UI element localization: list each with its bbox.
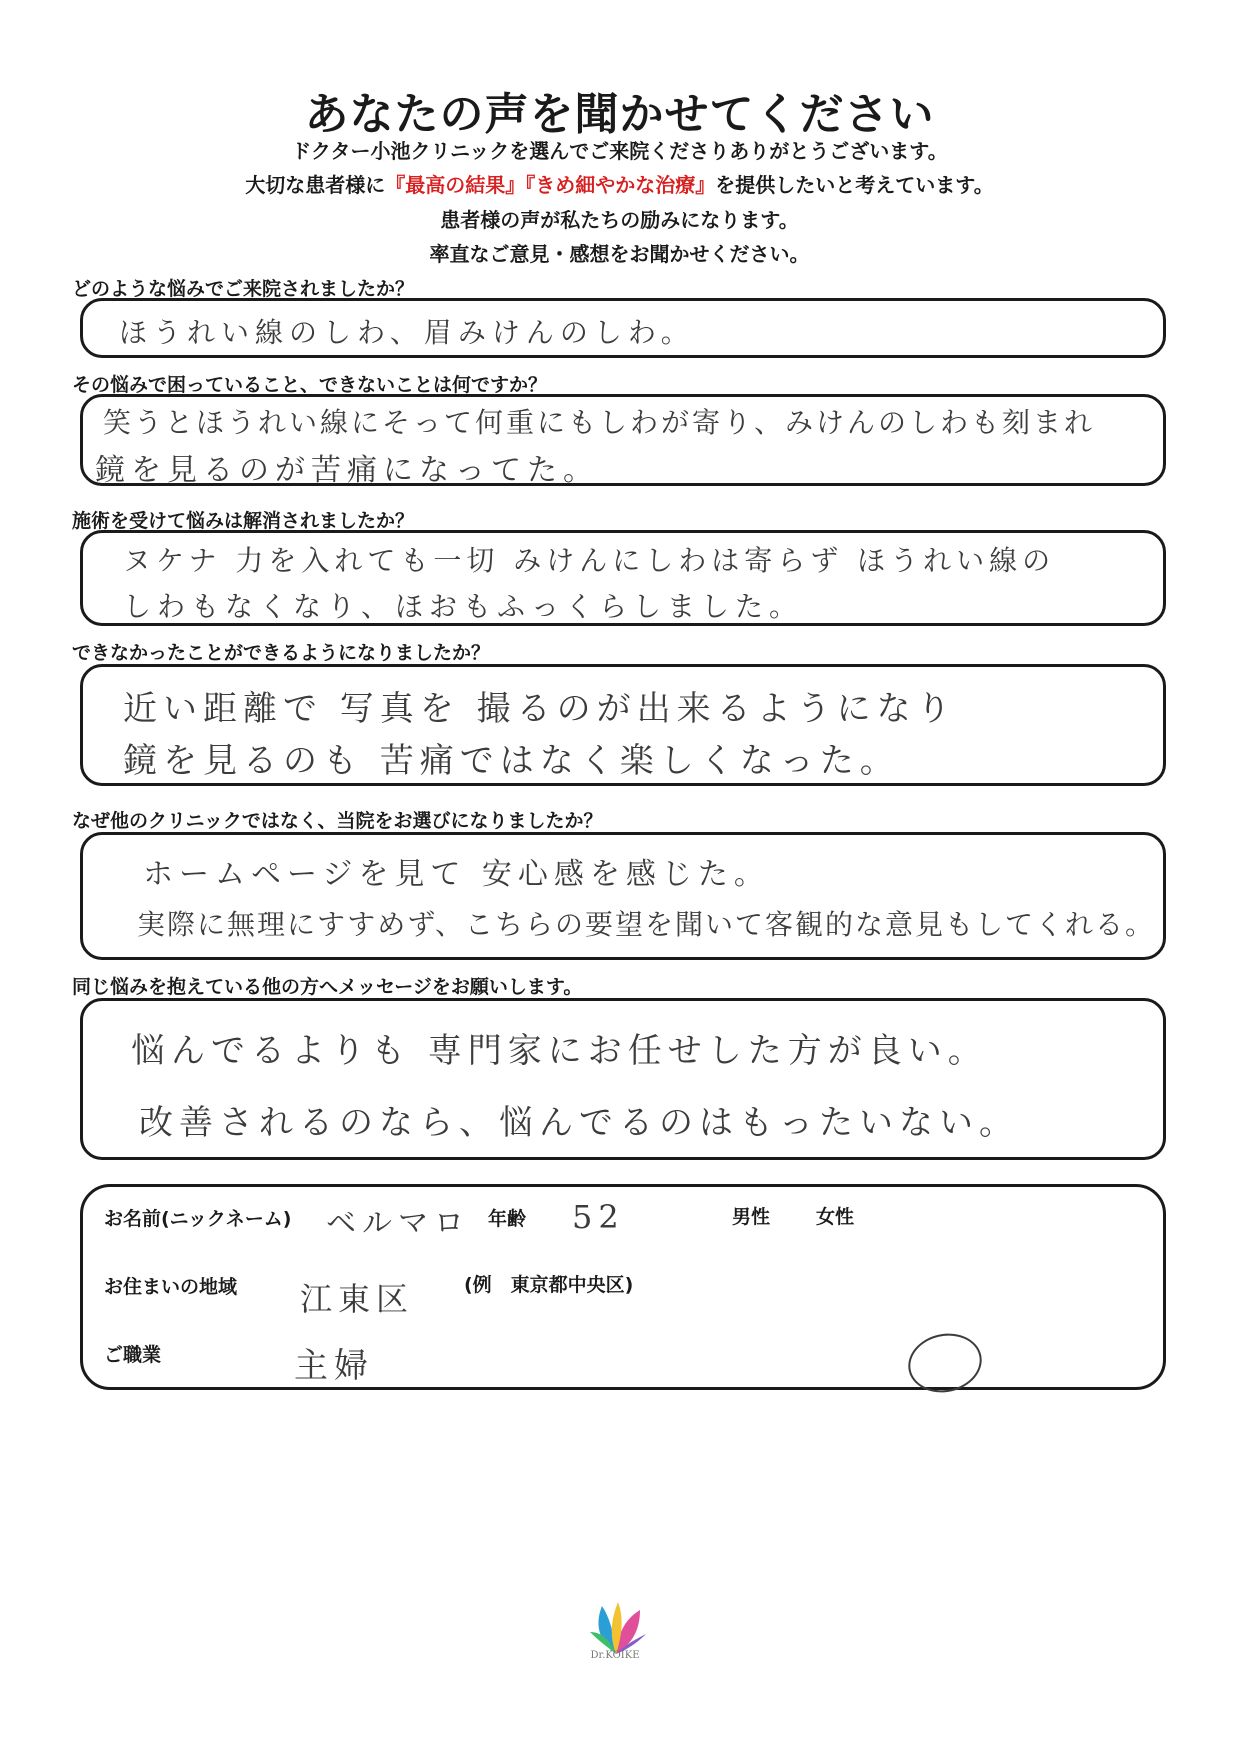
answer-2-line-2: 鏡を見るのが苦痛になってた。	[95, 453, 599, 488]
name-value[interactable]: ベルマロ	[326, 1206, 470, 1241]
age-label: 年齢	[488, 1208, 527, 1230]
intro-line-2	[0, 169, 1239, 198]
intro-line-4: 率直なご意見・感想をお聞かせください。	[429, 242, 810, 266]
answer-5-box[interactable]	[80, 832, 1166, 960]
question-3-label: 施術を受けて悩みは解消されましたか？	[72, 510, 415, 532]
intro-line-2-start: 大切な患者様に	[245, 173, 386, 197]
page-title: あなたの声を聞かせてください	[304, 89, 935, 140]
answer-4-box[interactable]	[80, 664, 1166, 786]
answer-6-line-2: 改善されるのなら、悩んでるのはもったいない。	[139, 1103, 1019, 1143]
question-2-label: その悩みで困っていること、できないことは何ですか？	[72, 374, 548, 396]
answer-1-line-1: ほうれい線のしわ、眉みけんのしわ。	[119, 316, 695, 349]
intro-line-1: ドクター小池クリニックを選んでご来院くださりありがとうございます。	[291, 139, 948, 163]
answer-3-line-1: ヌケナ 力を入れても一切 みけんにしわは寄らず ほうれい線の	[123, 544, 1056, 577]
name-label: お名前(ニックネーム)	[104, 1208, 292, 1230]
answer-4-line-1: 近い距離で 写真を 撮るのが出来るようになり	[123, 689, 957, 729]
area-label: お住まいの地域	[104, 1276, 238, 1298]
answer-3-box[interactable]	[80, 530, 1166, 626]
answer-1-box[interactable]	[80, 298, 1166, 358]
answer-3-line-2: しわもなくなり、ほおもふっくらしました。	[123, 590, 804, 623]
female-option[interactable]: 女性	[816, 1206, 855, 1228]
job-value[interactable]: 主婦	[294, 1346, 374, 1386]
job-label: ご職業	[104, 1344, 162, 1366]
answer-2-box[interactable]	[80, 394, 1166, 486]
intro-line-3: 患者様の声が私たちの励みになります。	[440, 208, 799, 232]
question-5-label: なぜ他のクリニックではなく、当院をお選びになりましたか？	[72, 810, 603, 832]
answer-5-line-2: 実際に無理にすすめず、こちらの要望を聞いて客観的な意見もしてくれる。	[137, 908, 1156, 941]
male-option[interactable]: 男性	[732, 1206, 771, 1228]
question-1-label: どのような悩みでご来院されましたか？	[72, 278, 415, 300]
area-value[interactable]: 江東区	[300, 1280, 415, 1318]
answer-4-line-2: 鏡を見るのも 苦痛ではなく楽しくなった。	[123, 741, 900, 781]
answer-2-line-1: 笑うとほうれい線にそって何重にもしわが寄り、みけんのしわも刻まれ	[103, 406, 1096, 439]
age-value[interactable]: 52	[572, 1198, 625, 1236]
area-example: (例 東京都中央区)	[464, 1274, 634, 1296]
logo-text: Dr.KOIKE	[590, 1650, 640, 1661]
answer-6-box[interactable]	[80, 998, 1166, 1160]
answer-5-line-1: ホームページを見て 安心感を感じた。	[143, 857, 770, 892]
question-6-label: 同じ悩みを抱えている他の方へメッセージをお願いします。	[72, 976, 583, 998]
intro-highlight: 『最高の結果』『きめ細やかな治療』	[385, 173, 716, 197]
answer-6-line-1: 悩んでるよりも 専門家にお任せした方が良い。	[131, 1031, 988, 1071]
question-4-label: できなかったことができるようになりましたか？	[72, 642, 491, 664]
intro-line-2-end: を提供したいと考えています。	[715, 173, 994, 197]
